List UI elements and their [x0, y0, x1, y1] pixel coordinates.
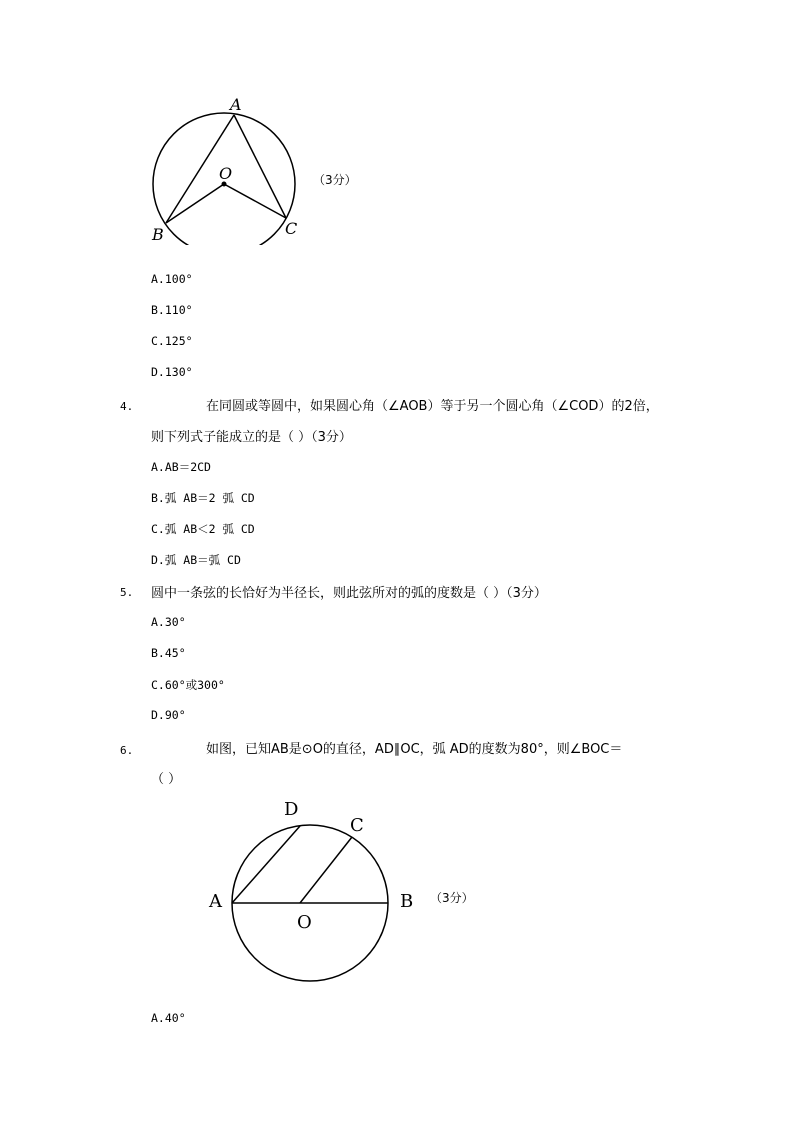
label-o: O	[297, 912, 312, 933]
q4-number: 4.	[120, 400, 134, 413]
q3-option-a[interactable]: A.100°	[151, 272, 193, 286]
label-o: O	[219, 164, 233, 183]
q6-option-a[interactable]: A.40°	[151, 1011, 186, 1025]
radius-oc	[300, 837, 352, 903]
q4-option-d[interactable]: D.弧 AB＝弧 CD	[151, 553, 241, 567]
figure-circle-abcd	[200, 790, 430, 1000]
q4-option-a[interactable]: A.AB＝2CD	[151, 460, 211, 474]
q5-number: 5.	[120, 586, 134, 599]
q4-text-line1: 在同圆或等圆中，如果圆心角（∠AOB）等于另一个圆心角（∠COD）的2倍，	[206, 399, 659, 414]
chord-ac	[234, 115, 286, 218]
label-c: C	[285, 219, 298, 238]
q5-option-c[interactable]: C.60°或300°	[151, 678, 225, 692]
q5-option-a[interactable]: A.30°	[151, 615, 186, 629]
q6-text-line1: 如图，已知AB是⊙O的直径，AD∥OC，弧 AD的度数为80°，则∠BOC＝	[206, 742, 623, 757]
figure2-score: （3分）	[430, 891, 474, 905]
label-b: B	[152, 225, 164, 244]
q4-option-b[interactable]: B.弧 AB＝2 弧 CD	[151, 491, 255, 505]
figure1-score: （3分）	[313, 173, 357, 187]
q3-option-d[interactable]: D.130°	[151, 365, 193, 379]
label-b: B	[400, 891, 414, 912]
figure-circle-abc	[140, 95, 320, 245]
q4-text-line2: 则下列式子能成立的是（ ）（3分）	[151, 430, 352, 445]
label-a: A	[209, 891, 222, 912]
q3-option-b[interactable]: B.110°	[151, 303, 193, 317]
label-c: C	[350, 815, 364, 836]
q6-text-line2: （ ）	[151, 772, 182, 787]
radius-ob	[166, 184, 224, 223]
q6-number: 6.	[120, 744, 134, 757]
q5-text: 圆中一条弦的长恰好为半径长，则此弦所对的弧的度数是（ ）（3分）	[151, 586, 547, 601]
q3-option-c[interactable]: C.125°	[151, 334, 193, 348]
q4-option-c[interactable]: C.弧 AB＜2 弧 CD	[151, 522, 255, 536]
label-a: A	[230, 95, 242, 114]
label-d: D	[284, 799, 299, 820]
q5-option-d[interactable]: D.90°	[151, 708, 186, 722]
q5-option-b[interactable]: B.45°	[151, 646, 186, 660]
